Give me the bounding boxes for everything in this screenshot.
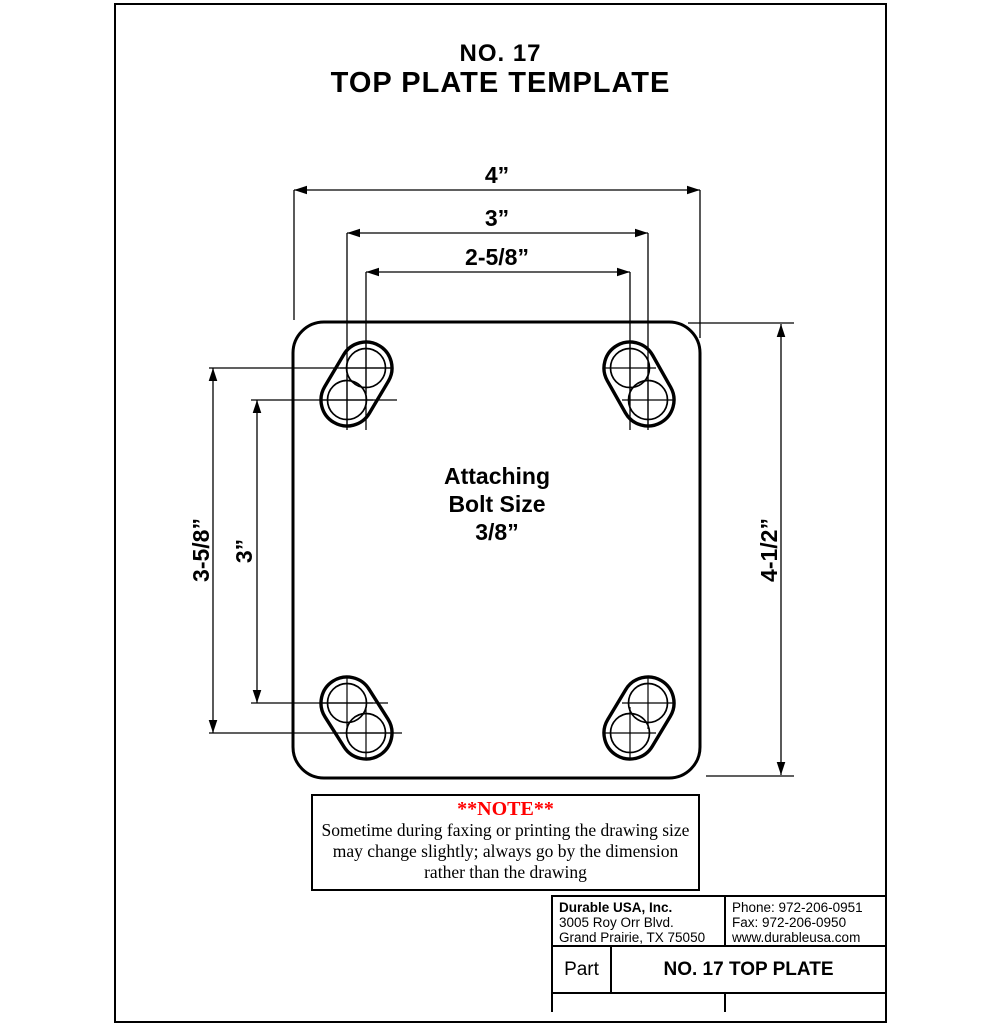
dim-label-top-middle: 3” (484, 205, 510, 231)
note-body-line1: Sometime during faxing or printing the drawing size (321, 820, 690, 840)
bolt-size-label-line2: Bolt Size (448, 491, 546, 517)
part-name: NO. 17 TOP PLATE (610, 947, 885, 992)
bolt-slot-bottom-left (311, 667, 402, 769)
company-website: www.durableusa.com (732, 930, 861, 945)
company-address-line2: Grand Prairie, TX 75050 (559, 930, 706, 945)
company-address-line1: 3005 Roy Orr Blvd. (559, 915, 674, 930)
plate-outline (293, 322, 700, 778)
bolt-slot-top-left (311, 332, 401, 435)
dim-label-top-outer: 4” (484, 162, 510, 188)
part-label: Part (564, 959, 599, 980)
note-body-line3: rather than the drawing (424, 862, 587, 882)
dim-label-top-inner: 2-5/8” (465, 244, 529, 270)
dim-label-left-outer: 3-5/8” (188, 518, 214, 582)
bolt-size-label-line1: Attaching (443, 463, 551, 489)
title-block-part-row (553, 947, 885, 994)
title-block (551, 895, 887, 1012)
dim-label-left-inner: 3” (231, 538, 257, 564)
page-title-line1: NO. 17 (459, 40, 542, 67)
bolt-size-label-line3: 3/8” (475, 519, 519, 545)
bolt-slot-bottom-right (594, 667, 683, 768)
company-name: Durable USA, Inc. (559, 900, 673, 915)
company-phone: Phone: 972-206-0951 (732, 900, 863, 915)
bolt-hole-circles (328, 349, 668, 753)
title-block-info-row (553, 897, 885, 947)
page-title-line2: TOP PLATE TEMPLATE (330, 67, 671, 99)
note-box (311, 794, 700, 891)
company-fax: Fax: 972-206-0950 (732, 915, 847, 930)
dim-label-right-side: 4-1/2” (756, 518, 782, 582)
note-heading: **NOTE** (457, 798, 554, 820)
title-block-empty-row (553, 994, 885, 1012)
note-body-line2: may change slightly; always go by the dimension (332, 841, 679, 861)
bolt-slot-top-right (595, 333, 684, 436)
company-contact-cell (724, 897, 885, 945)
company-address-cell (553, 897, 724, 945)
